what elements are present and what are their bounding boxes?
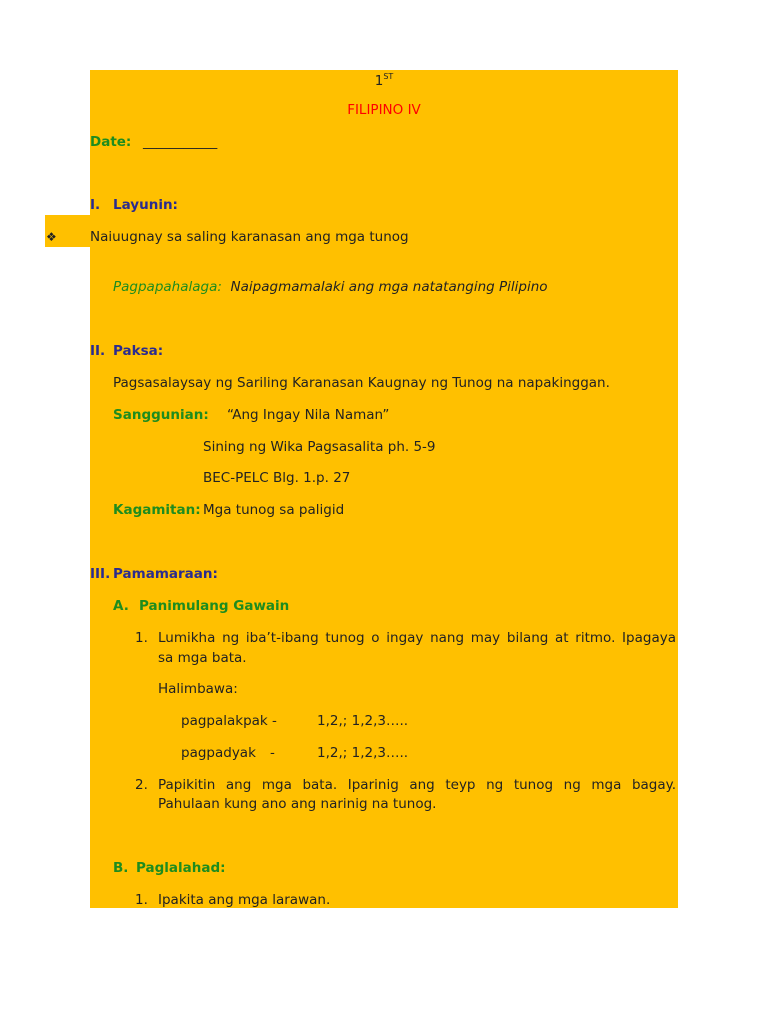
section-3-number: III. — [90, 566, 111, 582]
example-word: pagpalakpak — [181, 713, 268, 729]
topic-text: Pagsasalaysay ng Sariling Karanasan Kaugnay ng Tunog na napakinggan. — [113, 375, 610, 391]
list-number: 1. — [135, 892, 148, 908]
diamond-bullet-icon: ❖ — [46, 230, 57, 244]
objective-text: Naiuugnay sa saling karanasan ang mga tunog — [90, 229, 409, 245]
example-dash: - — [270, 745, 275, 761]
reference-item: “Ang Ingay Nila Naman” — [227, 407, 390, 423]
example-count: 1,2,; 1,2,3….. — [317, 745, 409, 761]
example-word: pagpadyak — [181, 745, 256, 761]
list-item-text: sa mga bata. — [158, 650, 247, 666]
date-label: Date: — [90, 134, 132, 150]
subsection-a-title: Panimulang Gawain — [139, 598, 290, 614]
section-1-title: Layunin: — [113, 197, 178, 213]
list-item-text: Papikitin ang mga bata. Iparinig ang teyp ng tunog ng mga bagay. — [158, 777, 676, 793]
list-item-text: Ipakita ang mga larawan. — [158, 892, 331, 908]
example-count: 1,2,; 1,2,3….. — [317, 713, 409, 729]
page-title: FILIPINO IV — [347, 102, 421, 118]
list-item-text: Pahulaan kung ano ang narinig na tunog. — [158, 796, 437, 812]
materials-text: Mga tunog sa paligid — [203, 502, 345, 518]
list-number: 1. — [135, 630, 148, 646]
subsection-a-letter: A. — [113, 598, 129, 614]
section-2-title: Paksa: — [113, 343, 164, 359]
value-line: Pagpapahalaga: Naipagmamalaki ang mga natatanging Pilipino — [113, 279, 548, 295]
materials-label: Kagamitan: — [113, 502, 201, 518]
reference-item: BEC-PELC Blg. 1.p. 27 — [203, 470, 351, 486]
section-1-number: I. — [90, 197, 101, 213]
section-2-number: II. — [90, 343, 106, 359]
list-number: 2. — [135, 777, 148, 793]
subsection-b-title: Paglalahad: — [136, 860, 226, 876]
example-dash: - — [272, 713, 277, 729]
date-blank: ___________ — [143, 134, 218, 150]
page-number: 1ST — [374, 72, 394, 89]
example-label: Halimbawa: — [158, 681, 238, 697]
reference-label: Sanggunian: — [113, 407, 209, 423]
list-item-text: Lumikha ng iba’t-ibang tunog o ingay nang may bilang at ritmo. Ipagaya — [158, 630, 676, 646]
reference-item: Sining ng Wika Pagsasalita ph. 5-9 — [203, 439, 436, 455]
section-3-title: Pamamaraan: — [113, 566, 218, 582]
subsection-b-letter: B. — [113, 860, 129, 876]
